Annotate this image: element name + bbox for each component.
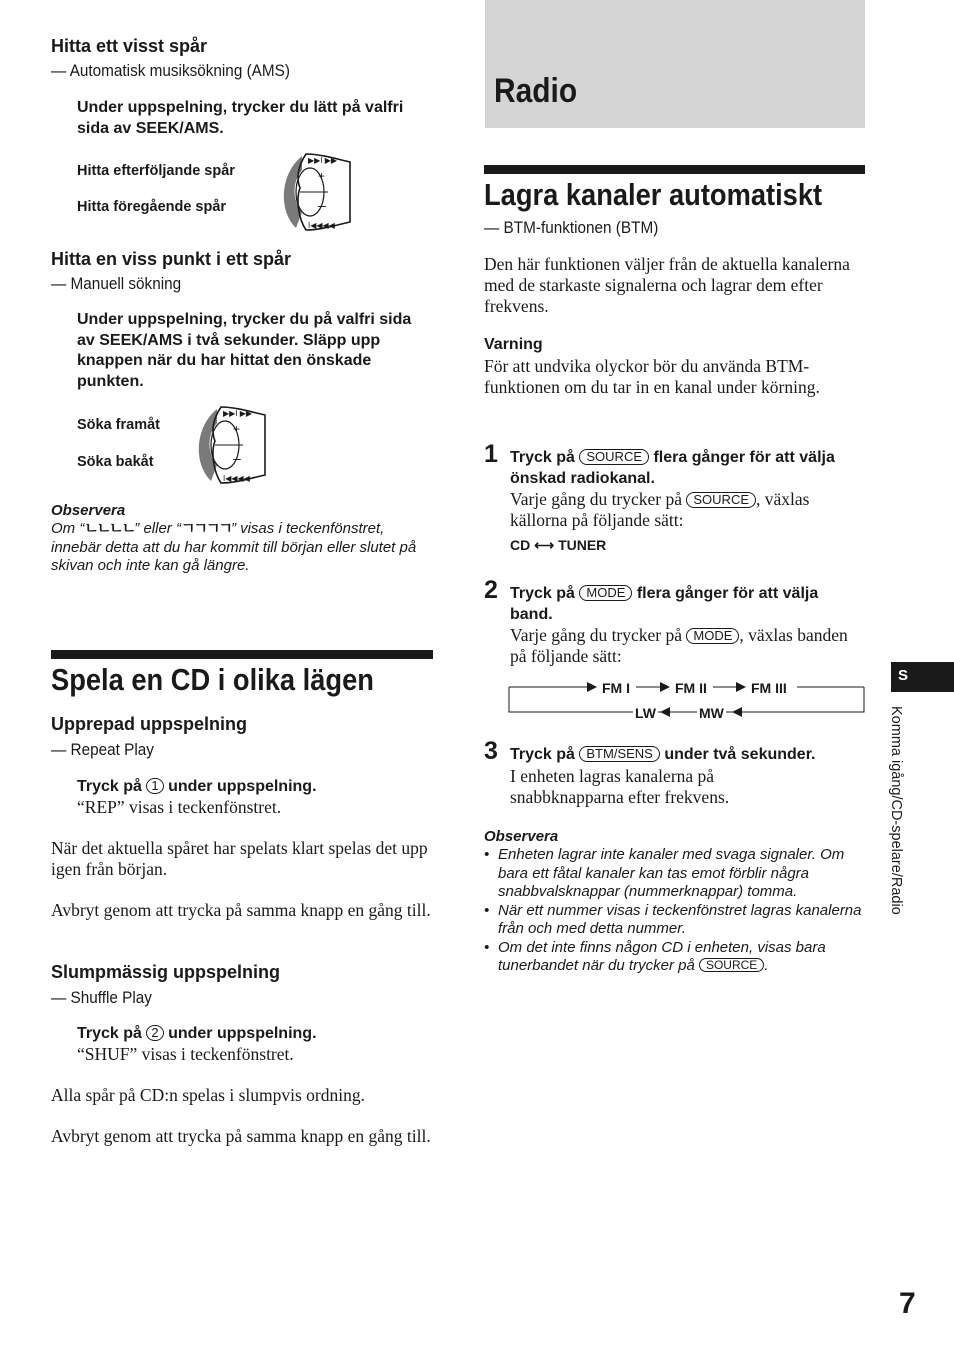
band-lw: LW	[635, 705, 656, 721]
section-subtitle-shuffle: — Shuffle Play	[51, 988, 152, 1007]
note-item: • Enheten lagrar inte kanaler med svaga signaler. Om bara ett fåtal kanaler kan tas emot förblir några snabbvalsknappar (nummerknappar) tomma.	[484, 846, 845, 900]
section-subtitle-repeat: — Repeat Play	[51, 740, 154, 759]
source-sequence: CD ⟷ TUNER	[510, 537, 607, 553]
step-2-number: 2	[484, 576, 498, 604]
display-begin-glyphs: ㄴㄴㄴㄴ	[84, 520, 135, 537]
shuffle-paragraph-2: Avbryt genom att trycka på samma knapp en gång till.	[51, 1126, 431, 1146]
language-tab	[891, 662, 954, 692]
svg-text:+: +	[318, 169, 326, 183]
section-title-find-point: Hitta en viss punkt i ett spår	[51, 249, 292, 269]
note-item: • Om det inte finns någon CD i enheten, visas bara tunerbandet när du trycker på SOURCE .	[484, 938, 826, 974]
page-number: 7	[899, 1287, 916, 1320]
button-2: 2	[146, 1025, 163, 1041]
section-vertical-label: Komma igång/CD-spelare/Radio	[888, 706, 904, 915]
section-subtitle-ams: — Automatisk musiksökning (AMS)	[51, 61, 290, 80]
band-fm2: FM II	[675, 680, 707, 696]
repeat-paragraph-2: Avbryt genom att trycka på samma knapp en gång till.	[51, 900, 431, 920]
instruction-shuffle: Tryck på 2 under uppspelning.	[77, 1025, 317, 1042]
section-title-shuffle: Slumpmässig uppspelning	[51, 962, 281, 982]
repeat-paragraph-1: När det aktuella spåret har spelats klart spelas det upp igen från början.	[51, 838, 428, 879]
button-1: 1	[146, 778, 163, 794]
label-search-forward: Söka framåt	[77, 417, 161, 433]
label-prev-track: Hitta föregående spår	[77, 199, 227, 215]
svg-text:–: –	[318, 197, 326, 213]
shuffle-result: “SHUF” visas i teckenfönstret.	[77, 1044, 294, 1064]
note-list-right	[484, 846, 869, 976]
section-rule-left	[51, 650, 433, 659]
heading-play-cd-modes: Spela en CD i olika lägen	[51, 662, 374, 697]
svg-text:I◀◀◀◀: I◀◀◀◀	[308, 221, 335, 230]
radio-banner	[485, 0, 865, 128]
note-text-left: Om “ㄴㄴㄴㄴ” eller “ㄱㄱㄱㄱ” visas i teckenfönstret, innebär detta att du har kommit till början eller slutet på skivan och inte kan gå längre.	[51, 520, 417, 574]
instruction-manual: Under uppspelning, trycker du på valfri sida av SEEK/AMS i två sekunder. Släpp upp knappen när du har hittat den önskade punkten.	[77, 311, 412, 390]
step-1-instruction: Tryck på SOURCE flera gånger för att välja önskad radiokanal.	[510, 449, 835, 487]
mode-button: MODE	[579, 585, 632, 601]
shuffle-paragraph-1: Alla spår på CD:n spelas i slumpvis ordning.	[51, 1085, 366, 1105]
step-2-body: Varje gång du trycker på MODE , växlas banden på följande sätt:	[510, 625, 848, 666]
band-mw: MW	[699, 705, 724, 721]
section-title-repeat: Upprepad uppspelning	[51, 714, 247, 734]
step-3-number: 3	[484, 737, 498, 765]
warning-text: För att undvika olyckor bör du använda BTM-funktionen om du tar in en kanal under körning.	[484, 356, 820, 397]
section-subtitle-btm: — BTM-funktionen (BTM)	[484, 218, 659, 237]
svg-text:I◀◀◀◀: I◀◀◀◀	[223, 474, 250, 483]
seek-ams-button-illustration	[270, 152, 360, 232]
display-end-glyphs: ㄱㄱㄱㄱ	[180, 520, 231, 537]
section-rule-right	[484, 165, 865, 174]
svg-text:+: +	[233, 422, 241, 436]
heading-store-channels: Lagra kanaler automatiskt	[484, 177, 823, 212]
source-button-inline: SOURCE	[686, 492, 756, 508]
instruction-ams: Under uppspelning, trycker du lätt på valfri sida av SEEK/AMS.	[77, 99, 404, 137]
btm-sens-button: BTM/SENS	[579, 746, 659, 762]
label-search-backward: Söka bakåt	[77, 454, 154, 470]
label-next-track: Hitta efterföljande spår	[77, 163, 235, 179]
svg-text:▶▶I ▶▶: ▶▶I ▶▶	[223, 409, 253, 418]
note-title-right: Observera	[484, 828, 559, 845]
mode-button-inline: MODE	[686, 628, 739, 644]
instruction-repeat: Tryck på 1 under uppspelning.	[77, 778, 317, 795]
note-title-left: Observera	[51, 502, 126, 519]
band-fm1: FM I	[602, 680, 630, 696]
svg-text:–: –	[233, 450, 241, 466]
radio-banner-title: Radio	[494, 72, 578, 110]
step-2-instruction: Tryck på MODE flera gånger för att välja band.	[510, 585, 819, 623]
source-button: SOURCE	[579, 449, 649, 465]
note-item: • När ett nummer visas i teckenfönstret lagras kanalerna från och med detta nummer.	[484, 901, 862, 937]
step-3-instruction: Tryck på BTM/SENS under två sekunder.	[510, 746, 816, 763]
step-3-body: I enheten lagras kanalerna på snabbknapparna efter frekvens.	[510, 766, 730, 807]
language-tab-letter: S	[898, 667, 909, 684]
seek-ams-hold-illustration	[185, 405, 275, 485]
step-1-number: 1	[484, 440, 498, 468]
source-button-note: SOURCE	[699, 958, 764, 972]
btm-intro: Den här funktionen väljer från de aktuella kanalerna med de starkaste signalerna och lagrar dem efter frekvens.	[484, 254, 850, 316]
svg-text:▶▶I ▶▶: ▶▶I ▶▶	[308, 156, 338, 165]
band-fm3: FM III	[751, 680, 787, 696]
warning-title: Varning	[484, 336, 543, 353]
step-1-body: Varje gång du trycker på SOURCE , växlas källorna på följande sätt:	[510, 489, 810, 530]
section-subtitle-manual: — Manuell sökning	[51, 274, 182, 293]
section-title-find-track: Hitta ett visst spår	[51, 36, 208, 56]
repeat-result: “REP” visas i teckenfönstret.	[77, 797, 282, 817]
